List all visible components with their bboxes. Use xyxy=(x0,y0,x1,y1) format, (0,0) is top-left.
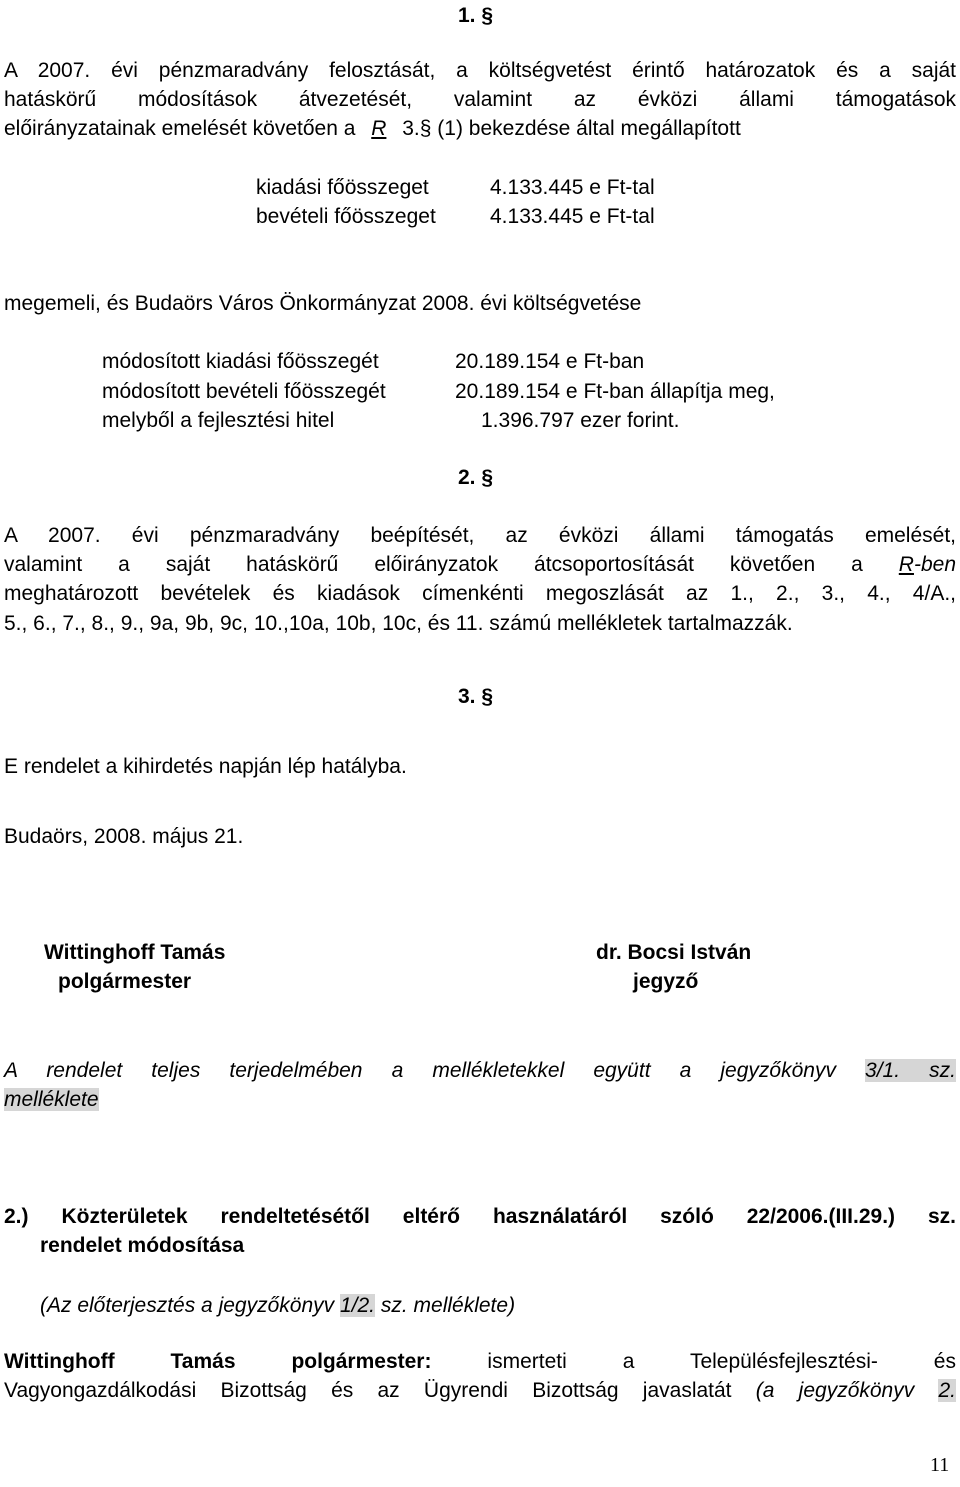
section-3-heading: 3. § xyxy=(458,685,494,708)
revenue-value: 4.133.445 e Ft-tal xyxy=(490,205,655,228)
expense-label: kiadási főösszeget xyxy=(256,176,429,199)
annex-note-line: A rendelet teljes terjedelmében a mellékletekkel együtt a jegyzőkönyv 3/1. sz. xyxy=(4,1059,956,1082)
mod-expense-value: 20.189.154 e Ft-ban xyxy=(455,350,645,373)
paragraph-line: 5., 6., 7., 8., 9., 9a, 9b, 9c, 10.,10a, 10b, 10c, és 11. számú mellékletek tartalmazzák. xyxy=(4,612,793,635)
item-2-reference: (Az előterjesztés a jegyzőkönyv 1/2. sz. melléklete) xyxy=(40,1294,516,1317)
paragraph-line: hatáskörű módosítások átvezetését, valamint az évközi állami támogatások xyxy=(4,88,956,111)
item-2-title: 2.) Közterületek rendeltetésétől eltérő használatáról szóló 22/2006.(III.29.) sz. xyxy=(4,1205,956,1228)
item-2-ref-number: 1/2. xyxy=(339,1294,376,1317)
mod-expense-label: módosított kiadási főösszegét xyxy=(102,350,379,373)
annex-ref: 3/1. sz. xyxy=(865,1059,956,1082)
annex-note-line: melléklete xyxy=(4,1088,99,1111)
signature-left-name: Wittinghoff Tamás xyxy=(44,941,226,964)
speech-line: Vagyongazdálkodási Bizottság és az Ügyrendi Bizottság javaslatát (a jegyzőkönyv 2. xyxy=(4,1379,956,1402)
signature-left-title: polgármester xyxy=(58,970,192,993)
paragraph-line: előirányzatainak emelését követően a R 3.§ (1) bekezdése által megállapított xyxy=(4,117,741,140)
expense-value: 4.133.445 e Ft-tal xyxy=(490,176,655,199)
paragraph-line: megemeli, és Budaörs Város Önkormányzat 2008. évi költségvetése xyxy=(4,292,642,315)
place-date: Budaörs, 2008. május 21. xyxy=(4,825,244,848)
speech-ref-number: 2. xyxy=(938,1379,956,1402)
paragraph-line: meghatározott bevételek és kiadások címenkénti megoszlását az 1., 2., 3., 4., 4/A., xyxy=(4,582,956,605)
paragraph-line: E rendelet a kihirdetés napján lép hatályba. xyxy=(4,755,407,778)
mod-revenue-label: módosított bevételi főösszegét xyxy=(102,380,386,403)
signature-right-title: jegyző xyxy=(633,970,699,993)
signature-right-name: dr. Bocsi István xyxy=(596,941,752,964)
speaker-name: Wittinghoff Tamás polgármester: xyxy=(4,1350,432,1373)
regulation-ref: R xyxy=(371,117,387,140)
item-2-title: rendelet módosítása xyxy=(40,1234,245,1257)
loan-label: melyből a fejlesztési hitel xyxy=(102,409,335,432)
section-1-heading: 1. § xyxy=(458,4,494,27)
paragraph-line: valamint a saját hatáskörű előirányzatok átcsoportosítását követően a R-ben xyxy=(4,553,956,576)
section-2-heading: 2. § xyxy=(458,466,494,489)
regulation-ref: R xyxy=(898,553,914,576)
mod-revenue-value: 20.189.154 e Ft-ban állapítja meg, xyxy=(455,380,775,403)
paragraph-line: A 2007. évi pénzmaradvány felosztását, a költségvetést érintő határozatok és a saját xyxy=(4,59,956,82)
page-number: 11 xyxy=(930,1454,950,1476)
revenue-label: bevételi főösszeget xyxy=(256,205,436,228)
paragraph-line: A 2007. évi pénzmaradvány beépítését, az évközi állami támogatás emelését, xyxy=(4,524,956,547)
loan-value: 1.396.797 ezer forint. xyxy=(481,409,680,432)
speech-line: Wittinghoff Tamás polgármester: ismerteti a Településfejlesztési- és xyxy=(4,1350,956,1373)
